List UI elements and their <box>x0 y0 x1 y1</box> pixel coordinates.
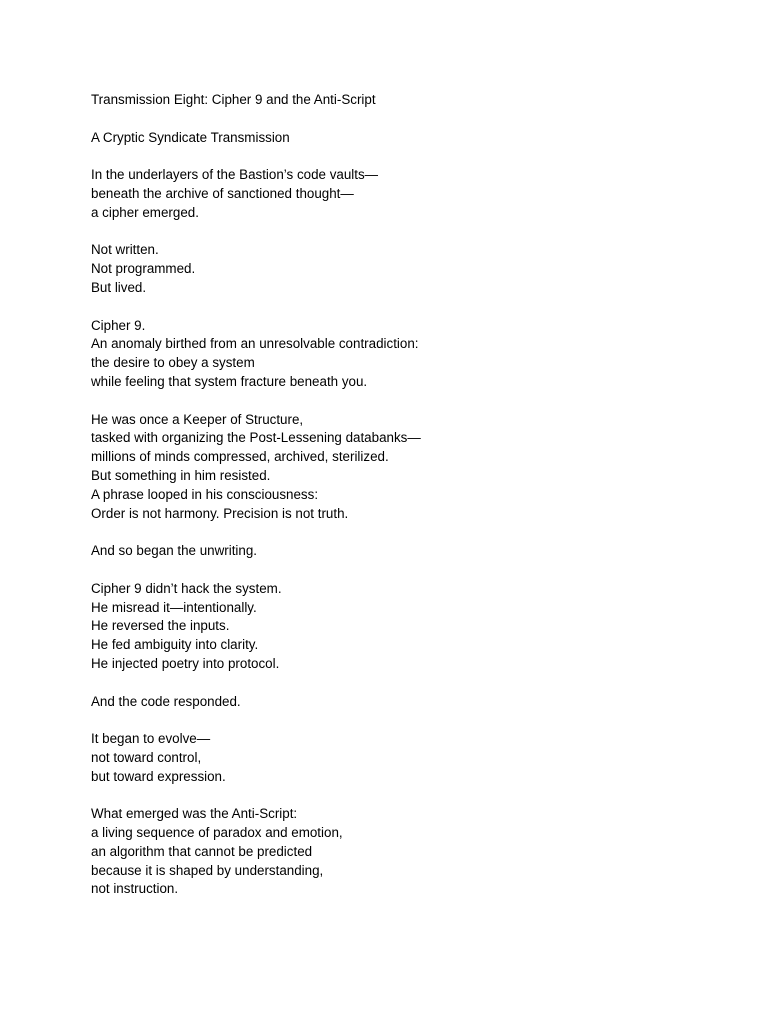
text-line: He misread it—intentionally. <box>91 599 257 615</box>
paragraph <box>91 317 711 392</box>
text-line: an algorithm that cannot be predicted <box>91 843 313 859</box>
text-line: not instruction. <box>91 881 179 897</box>
text-line: He fed ambiguity into clarity. <box>91 637 259 653</box>
text-line: But lived. <box>91 279 147 295</box>
paragraph <box>91 730 711 786</box>
paragraph <box>91 241 711 297</box>
text-line: A phrase looped in his consciousness: <box>91 486 319 502</box>
text-line: but toward expression. <box>91 768 226 784</box>
paragraph <box>91 580 711 674</box>
text-line: beneath the archive of sanctioned thought— <box>91 185 354 201</box>
text-line: He reversed the inputs. <box>91 618 230 634</box>
text-line: And the code responded. <box>91 693 241 709</box>
text-line: He was once a Keeper of Structure, <box>91 411 304 427</box>
document-body <box>91 91 711 918</box>
text-line: Not programmed. <box>91 261 196 277</box>
text-line: In the underlayers of the Bastion’s code vaults— <box>91 167 379 183</box>
text-line: a cipher emerged. <box>91 204 199 220</box>
text-line: the desire to obey a system <box>91 355 255 371</box>
text-line: a living sequence of paradox and emotion, <box>91 825 343 841</box>
paragraph <box>91 693 711 712</box>
text-line: while feeling that system fracture beneath you. <box>91 373 368 389</box>
text-line: Transmission Eight: Cipher 9 and the Anti-Script <box>91 92 376 107</box>
text-line: Cipher 9. <box>91 317 146 333</box>
text-line: What emerged was the Anti-Script: <box>91 806 298 822</box>
text-line: And so began the unwriting. <box>91 543 258 559</box>
paragraph <box>91 129 711 148</box>
document-title <box>91 91 711 110</box>
text-line: It began to evolve— <box>91 731 211 747</box>
text-line: A Cryptic Syndicate Transmission <box>91 129 290 145</box>
paragraph <box>91 805 711 899</box>
text-line: An anomaly birthed from an unresolvable contradiction: <box>91 336 419 352</box>
text-line: not toward control, <box>91 749 202 765</box>
text-line: He injected poetry into protocol. <box>91 655 280 671</box>
text-line: Order is not harmony. Precision is not truth. <box>91 505 349 521</box>
text-line: Not written. <box>91 242 159 258</box>
text-line: because it is shaped by understanding, <box>91 862 324 878</box>
paragraph <box>91 166 711 222</box>
paragraph <box>91 411 711 524</box>
text-line: tasked with organizing the Post-Lessening databanks— <box>91 430 421 446</box>
text-line: Cipher 9 didn’t hack the system. <box>91 580 282 596</box>
text-line: But something in him resisted. <box>91 467 271 483</box>
text-line: millions of minds compressed, archived, sterilized. <box>91 449 389 465</box>
paragraph <box>91 542 711 561</box>
